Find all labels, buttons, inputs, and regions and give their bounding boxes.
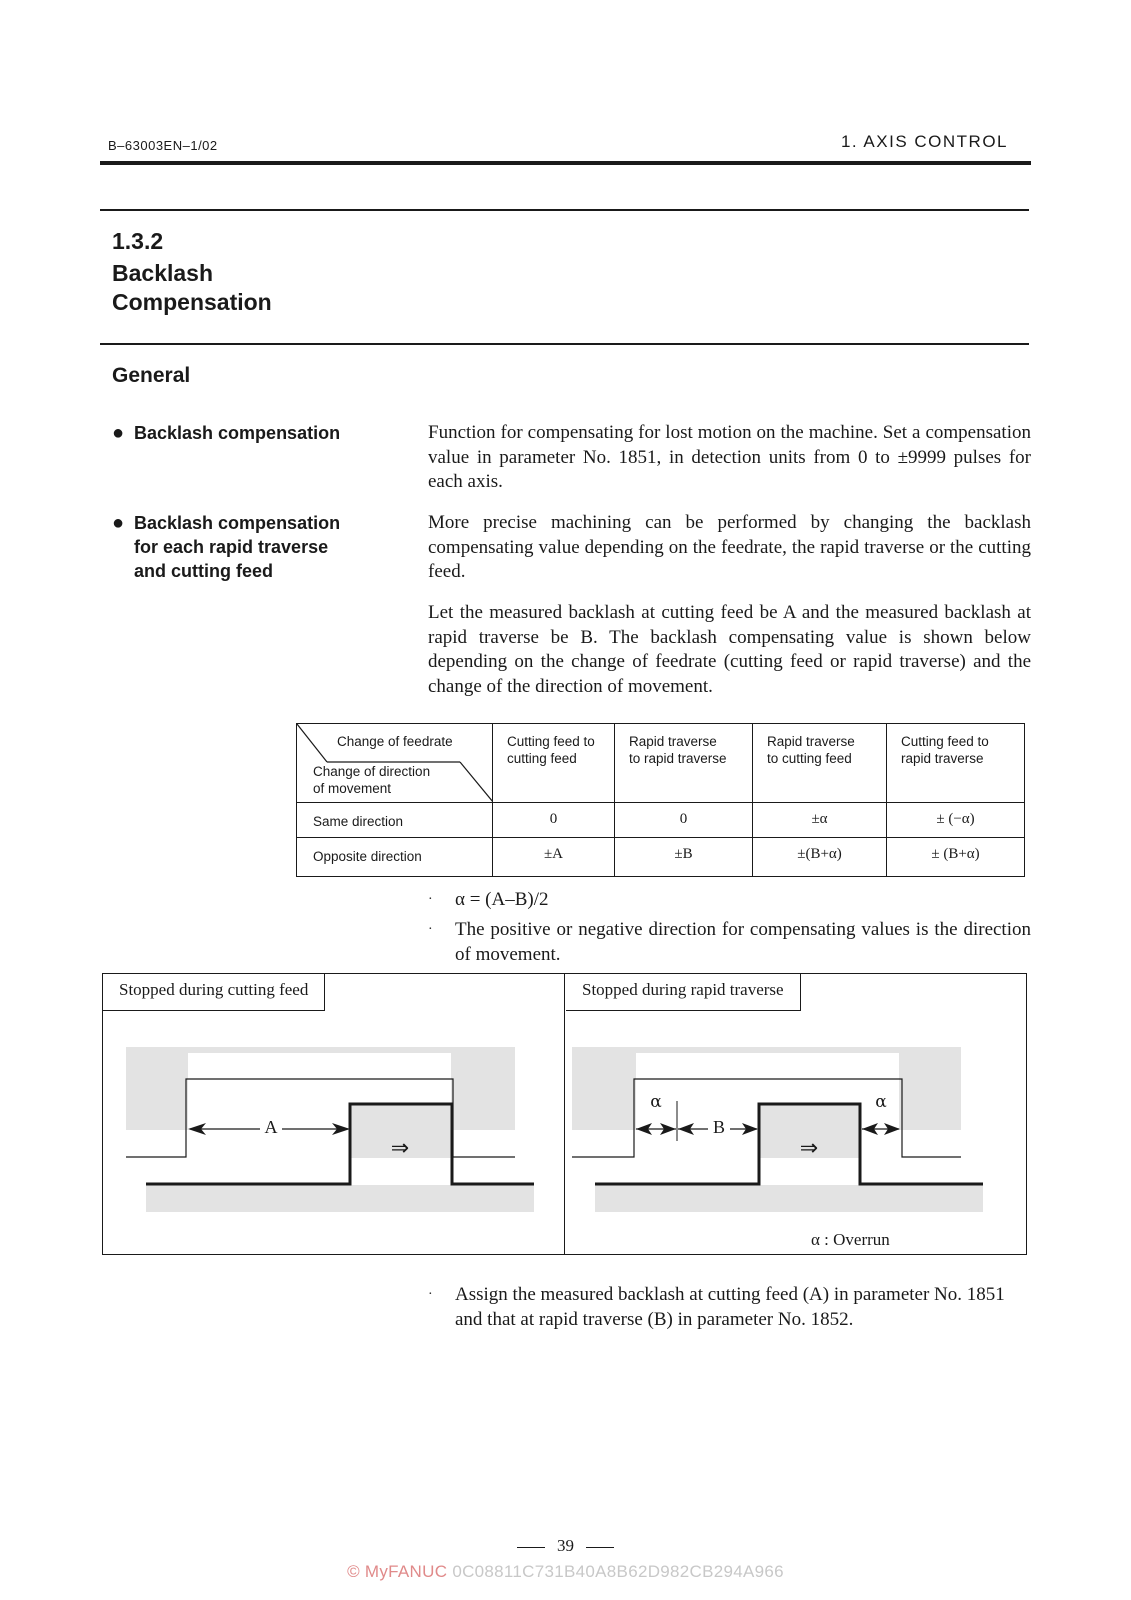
page-number [0,1536,1131,1556]
item-label-text: Backlash compensation [134,423,341,443]
item-label-rapid-cutting [112,511,340,583]
table-cell: ±B [615,838,753,877]
note-marker: · [428,922,433,937]
note-alpha [428,888,549,913]
watermark-hash: 0C08811C731B40A8B62D982CB294A966 [452,1562,784,1581]
corner-label-direction-line1: Change of direction [313,764,431,779]
table-cell: ± (B+α) [887,838,1025,877]
page-number-dash [586,1547,614,1548]
note-direction [428,918,1031,967]
compensation-table [296,723,1025,877]
column-header-line: Rapid traverse [629,734,717,749]
document-code: B–63003EN–1/02 [108,138,218,153]
item-label-line: for each rapid traverse [134,537,329,557]
explanation-paragraph: Let the measured backlash at cutting feed be A and the measured backlash at rapid traverse be B. The backlash compensating value is shown below depending on the change of feedrate (cutting feed or rapid traverse) and the change of the direction of movement. [428,602,1031,697]
note-marker: · [428,892,433,907]
table-row [297,838,1025,877]
section-number: 1.3.2 [112,228,164,254]
table-row [297,803,1025,838]
table-cell: 0 [493,803,615,838]
final-note [428,1283,1031,1332]
subheading-general: General [112,364,191,387]
item-label-text [134,511,340,583]
section-title-line1: Backlash [112,260,214,286]
column-header-line: to rapid traverse [629,751,727,766]
column-header-line: Cutting feed to [507,734,595,749]
section-title-line2: Compensation [112,289,272,315]
table-cell: ±(B+α) [753,838,887,877]
item-label-backlash-compensation [112,421,340,445]
header-rule [100,161,1031,165]
right-panel-drawing [572,1047,983,1249]
label-b: B [712,1117,726,1137]
motion-arrow-icon: ⇒ [799,1136,819,1161]
page-number-value: 39 [557,1536,574,1555]
section-bottom-rule [100,343,1029,345]
bullet-icon: ● [112,512,125,534]
section-top-rule [100,209,1029,211]
note-marker: · [428,1287,433,1302]
table-cell: ±A [493,838,615,877]
column-header-line: rapid traverse [901,751,984,766]
page-number-dash [517,1547,545,1548]
table-header-row [297,724,1025,803]
note-text: The positive or negative direction for compensating values is the direction of movement. [455,919,1031,965]
table-corner-cell [297,724,493,803]
figure-drawing [102,973,1027,1255]
row-label: Opposite direction [297,838,493,877]
note-text: Assign the measured backlash at cutting feed (A) in parameter No. 1851 and that at rapid traverse (B) in parameter No. 1852. [455,1284,1005,1330]
item-description: Function for compensating for lost motion on the machine. Set a compensation value in parameter No. 1851, in detection units from 0 to ±9999 pulses for each axis. [428,422,1031,492]
overrun-legend: α : Overrun [811,1230,890,1249]
watermark [0,1562,1131,1582]
left-panel-drawing [126,1047,534,1212]
watermark-brand: © MyFANUC [347,1562,448,1581]
bullet-icon: ● [112,422,125,444]
label-alpha-left: α [650,1092,662,1112]
column-header-line: cutting feed [507,751,577,766]
chapter-title: 1. AXIS CONTROL [840,132,1008,151]
column-header-line: Cutting feed to [901,734,989,749]
table-cell: ±α [753,803,887,838]
column-header-line: Rapid traverse [767,734,855,749]
section-title [112,259,272,317]
note-text: α = (A–B)/2 [455,889,549,910]
row-label: Same direction [297,803,493,838]
label-alpha-right: α [875,1092,887,1112]
item-label-line: Backlash compensation [134,513,341,533]
left-base-gray [146,1185,534,1212]
corner-label-direction [313,763,430,797]
label-a: A [264,1117,278,1137]
column-header [753,724,887,803]
corner-label-direction-line2: of movement [313,781,392,796]
motion-arrow-icon: ⇒ [390,1136,410,1161]
column-header [493,724,615,803]
right-base-gray [595,1185,983,1212]
corner-label-feedrate: Change of feedrate [337,734,453,749]
column-header [615,724,753,803]
column-header-line: to cutting feed [767,751,852,766]
figure-left-title: Stopped during cutting feed [103,974,325,1011]
item-description: More precise machining can be performed by changing the backlash compensating value depending on the feedrate, the rapid traverse or the cutting feed. [428,512,1031,582]
table-cell: ± (−α) [887,803,1025,838]
table-cell: 0 [615,803,753,838]
figure-right-title: Stopped during rapid traverse [566,974,801,1011]
column-header [887,724,1025,803]
item-label-line: and cutting feed [134,561,273,581]
